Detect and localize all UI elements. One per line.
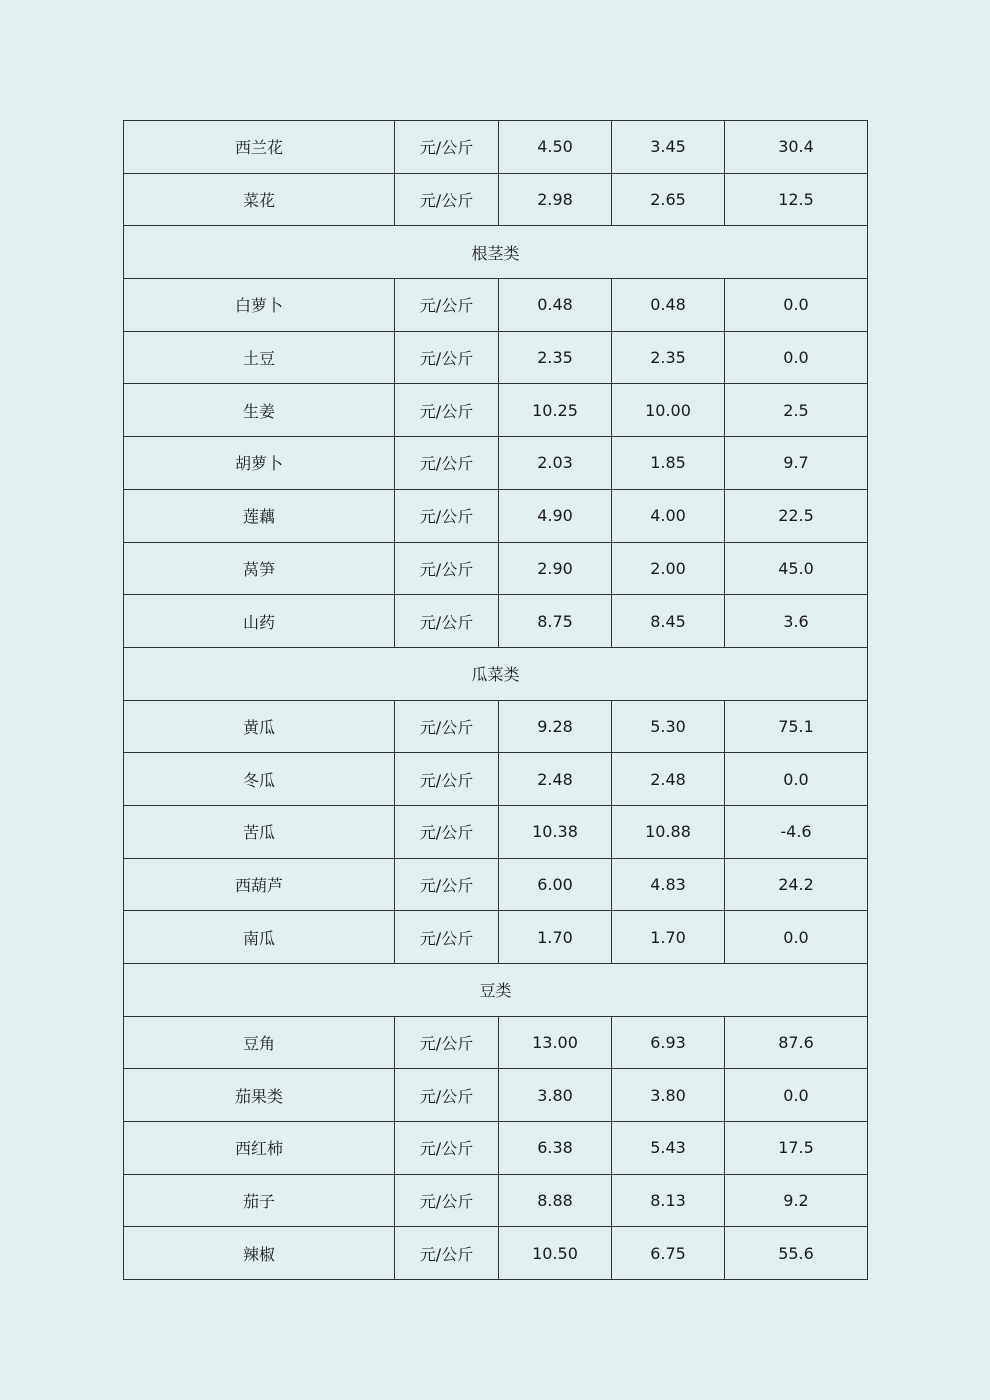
unit-cell: 元/公斤 <box>395 1016 499 1069</box>
previous-price-cell: 5.30 <box>612 700 725 753</box>
item-name-cell: 白萝卜 <box>124 279 395 332</box>
change-percent-cell: 3.6 <box>725 595 868 648</box>
previous-price-cell: 8.45 <box>612 595 725 648</box>
item-name-cell: 冬瓜 <box>124 753 395 806</box>
unit-cell: 元/公斤 <box>395 753 499 806</box>
unit-cell: 元/公斤 <box>395 1069 499 1122</box>
unit-cell: 元/公斤 <box>395 700 499 753</box>
previous-price-cell: 4.83 <box>612 858 725 911</box>
table-row <box>124 858 868 911</box>
category-row <box>124 964 868 1017</box>
current-price-cell: 10.25 <box>499 384 612 437</box>
item-name-cell: 辣椒 <box>124 1227 395 1280</box>
previous-price-cell: 1.85 <box>612 437 725 490</box>
item-name-cell: 南瓜 <box>124 911 395 964</box>
change-percent-cell: 9.2 <box>725 1174 868 1227</box>
current-price-cell: 8.75 <box>499 595 612 648</box>
current-price-cell: 6.00 <box>499 858 612 911</box>
current-price-cell: 13.00 <box>499 1016 612 1069</box>
previous-price-cell: 4.00 <box>612 489 725 542</box>
price-table-body <box>124 121 868 1280</box>
current-price-cell: 10.50 <box>499 1227 612 1280</box>
item-name-cell: 茄果类 <box>124 1069 395 1122</box>
current-price-cell: 8.88 <box>499 1174 612 1227</box>
table-row <box>124 1122 868 1175</box>
previous-price-cell: 2.00 <box>612 542 725 595</box>
category-row <box>124 226 868 279</box>
previous-price-cell: 6.93 <box>612 1016 725 1069</box>
unit-cell: 元/公斤 <box>395 595 499 648</box>
table-row <box>124 753 868 806</box>
item-name-cell: 菜花 <box>124 173 395 226</box>
unit-cell: 元/公斤 <box>395 1174 499 1227</box>
change-percent-cell: 22.5 <box>725 489 868 542</box>
item-name-cell: 西兰花 <box>124 121 395 174</box>
category-label: 豆类 <box>124 964 868 1017</box>
table-row <box>124 384 868 437</box>
current-price-cell: 3.80 <box>499 1069 612 1122</box>
item-name-cell: 西葫芦 <box>124 858 395 911</box>
current-price-cell: 2.48 <box>499 753 612 806</box>
item-name-cell: 豆角 <box>124 1016 395 1069</box>
current-price-cell: 2.98 <box>499 173 612 226</box>
unit-cell: 元/公斤 <box>395 911 499 964</box>
unit-cell: 元/公斤 <box>395 331 499 384</box>
table-row <box>124 489 868 542</box>
table-row <box>124 437 868 490</box>
table-row <box>124 911 868 964</box>
table-row <box>124 331 868 384</box>
previous-price-cell: 5.43 <box>612 1122 725 1175</box>
change-percent-cell: 9.7 <box>725 437 868 490</box>
price-table <box>123 120 868 1280</box>
item-name-cell: 西红柿 <box>124 1122 395 1175</box>
table-row <box>124 805 868 858</box>
previous-price-cell: 3.80 <box>612 1069 725 1122</box>
change-percent-cell: 55.6 <box>725 1227 868 1280</box>
change-percent-cell: 17.5 <box>725 1122 868 1175</box>
item-name-cell: 山药 <box>124 595 395 648</box>
current-price-cell: 2.90 <box>499 542 612 595</box>
previous-price-cell: 2.35 <box>612 331 725 384</box>
unit-cell: 元/公斤 <box>395 437 499 490</box>
item-name-cell: 莲藕 <box>124 489 395 542</box>
unit-cell: 元/公斤 <box>395 489 499 542</box>
item-name-cell: 胡萝卜 <box>124 437 395 490</box>
current-price-cell: 6.38 <box>499 1122 612 1175</box>
change-percent-cell: 30.4 <box>725 121 868 174</box>
table-row <box>124 1069 868 1122</box>
current-price-cell: 2.03 <box>499 437 612 490</box>
unit-cell: 元/公斤 <box>395 384 499 437</box>
previous-price-cell: 10.88 <box>612 805 725 858</box>
category-label: 根茎类 <box>124 226 868 279</box>
current-price-cell: 2.35 <box>499 331 612 384</box>
unit-cell: 元/公斤 <box>395 1227 499 1280</box>
table-row <box>124 1016 868 1069</box>
unit-cell: 元/公斤 <box>395 805 499 858</box>
table-row <box>124 542 868 595</box>
table-row <box>124 121 868 174</box>
item-name-cell: 土豆 <box>124 331 395 384</box>
item-name-cell: 茄子 <box>124 1174 395 1227</box>
table-row <box>124 279 868 332</box>
item-name-cell: 苦瓜 <box>124 805 395 858</box>
change-percent-cell: 0.0 <box>725 1069 868 1122</box>
change-percent-cell: 75.1 <box>725 700 868 753</box>
category-row <box>124 647 868 700</box>
current-price-cell: 1.70 <box>499 911 612 964</box>
unit-cell: 元/公斤 <box>395 858 499 911</box>
category-label: 瓜菜类 <box>124 647 868 700</box>
previous-price-cell: 3.45 <box>612 121 725 174</box>
unit-cell: 元/公斤 <box>395 1122 499 1175</box>
previous-price-cell: 10.00 <box>612 384 725 437</box>
table-row <box>124 1227 868 1280</box>
unit-cell: 元/公斤 <box>395 279 499 332</box>
change-percent-cell: 12.5 <box>725 173 868 226</box>
change-percent-cell: 0.0 <box>725 911 868 964</box>
change-percent-cell: 0.0 <box>725 331 868 384</box>
change-percent-cell: 2.5 <box>725 384 868 437</box>
current-price-cell: 4.50 <box>499 121 612 174</box>
current-price-cell: 9.28 <box>499 700 612 753</box>
item-name-cell: 黄瓜 <box>124 700 395 753</box>
change-percent-cell: 24.2 <box>725 858 868 911</box>
table-row <box>124 700 868 753</box>
item-name-cell: 生姜 <box>124 384 395 437</box>
unit-cell: 元/公斤 <box>395 542 499 595</box>
table-row <box>124 173 868 226</box>
unit-cell: 元/公斤 <box>395 173 499 226</box>
current-price-cell: 4.90 <box>499 489 612 542</box>
change-percent-cell: -4.6 <box>725 805 868 858</box>
current-price-cell: 0.48 <box>499 279 612 332</box>
previous-price-cell: 1.70 <box>612 911 725 964</box>
item-name-cell: 莴笋 <box>124 542 395 595</box>
previous-price-cell: 8.13 <box>612 1174 725 1227</box>
table-row <box>124 595 868 648</box>
change-percent-cell: 0.0 <box>725 753 868 806</box>
previous-price-cell: 2.48 <box>612 753 725 806</box>
change-percent-cell: 0.0 <box>725 279 868 332</box>
previous-price-cell: 0.48 <box>612 279 725 332</box>
unit-cell: 元/公斤 <box>395 121 499 174</box>
current-price-cell: 10.38 <box>499 805 612 858</box>
previous-price-cell: 2.65 <box>612 173 725 226</box>
change-percent-cell: 87.6 <box>725 1016 868 1069</box>
change-percent-cell: 45.0 <box>725 542 868 595</box>
previous-price-cell: 6.75 <box>612 1227 725 1280</box>
table-row <box>124 1174 868 1227</box>
